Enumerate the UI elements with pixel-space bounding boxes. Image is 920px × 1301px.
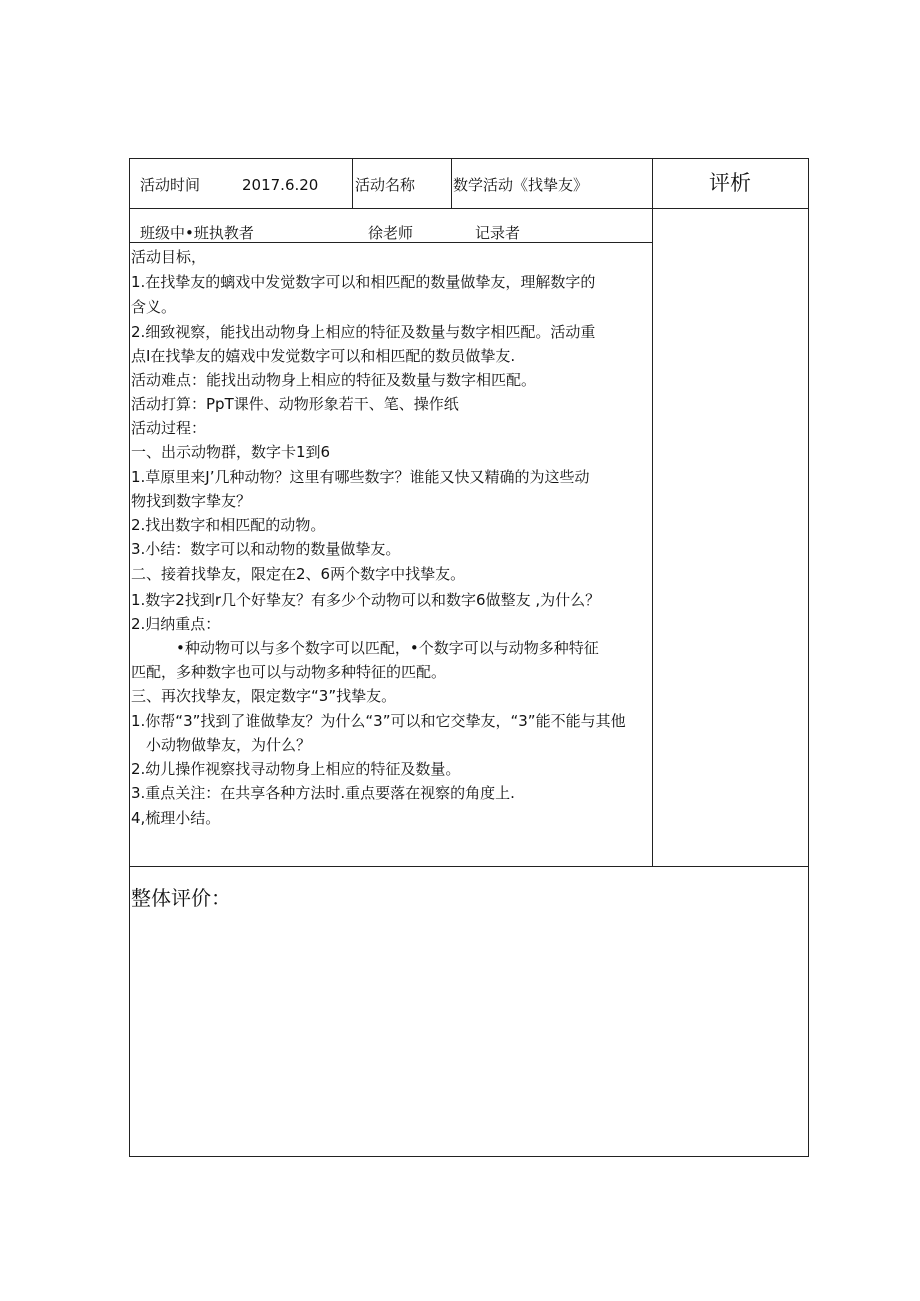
overall-divider: [129, 866, 809, 867]
content-line: 1.在找挚友的螭戏中发觉数字可以和相匹配的数量做挚友，理解数字的: [131, 273, 596, 291]
content-line: 3.重点关注：在共享各种方法时.重点要落在视察的角度上.: [131, 784, 515, 802]
activity-time-value: 2017.6.20: [242, 176, 319, 194]
content-line: •种动物可以与多个数字可以匹配，•个数字可以与动物多种特征: [176, 639, 599, 657]
content-line: 含义。: [131, 298, 177, 316]
overall-evaluation-label: 整体评价：: [131, 886, 231, 910]
comment-column-divider: [652, 158, 653, 866]
content-line: 3.小结：数字可以和动物的数量做挚友。: [131, 540, 401, 558]
content-line: 活动目标，: [131, 248, 207, 266]
recorder-label: 记录者: [475, 224, 521, 242]
comment-column-header: 评析: [709, 171, 751, 195]
content-line: 2.细致视察，能找出动物身上相应的特征及数量与数字相匹配。活动重: [131, 323, 596, 341]
content-line: 4,梳理小结。: [131, 809, 221, 827]
activity-name-value: 数学活动《找挚友》: [453, 176, 589, 194]
header-divider-1: [352, 158, 353, 208]
header-divider-2: [451, 158, 452, 208]
content-line: 三、再次找挚友，限定数字“3”找挚友。: [131, 687, 397, 705]
content-line: 2.幼儿操作视察找寻动物身上相应的特征及数量。: [131, 760, 461, 778]
content-line: 2.找出数字和相匹配的动物。: [131, 516, 326, 534]
content-line: 二、接着找挚友，限定在2、6两个数字中找挚友。: [131, 565, 466, 583]
content-line: 1.草原里来J’几种动物？这里有哪些数字？谁能又快又精确的为这些动: [131, 468, 590, 486]
teacher-name: 徐老师: [368, 224, 414, 242]
content-line: 物找到数字挚友？: [131, 492, 252, 510]
content-line: 2.归纳重点：: [131, 615, 221, 633]
header-row-divider: [129, 208, 809, 209]
content-line: 活动打算：PpT课件、动物形象若干、笔、操作纸: [131, 395, 459, 413]
content-line: 1.你帮“3”找到了谁做挚友？为什么“3”可以和它交挚友，“3”能不能与其他: [131, 712, 626, 730]
content-line: 活动难点：能找出动物身上相应的特征及数量与数字相匹配。: [131, 371, 537, 389]
content-line: 匹配，多种数字也可以与动物多种特征的匹配。: [131, 663, 447, 681]
content-line: 活动过程：: [131, 419, 207, 437]
content-line: 1.数字2找到r几个好挚友？有多少个动物可以和数字6做整友 ,为什么？: [131, 591, 601, 609]
activity-name-label: 活动名称: [355, 176, 416, 194]
content-line: 点I在找挚友的嬉戏中发觉数字可以和相匹配的数员做挚友.: [131, 347, 516, 365]
content-line: 小动物做挚友，为什么？: [146, 736, 312, 754]
activity-time-label: 活动时间: [140, 176, 201, 194]
class-teacher-label: 班级中•班执教者: [140, 224, 254, 242]
content-line: 一、出示动物群，数字卡1到6: [131, 443, 331, 461]
